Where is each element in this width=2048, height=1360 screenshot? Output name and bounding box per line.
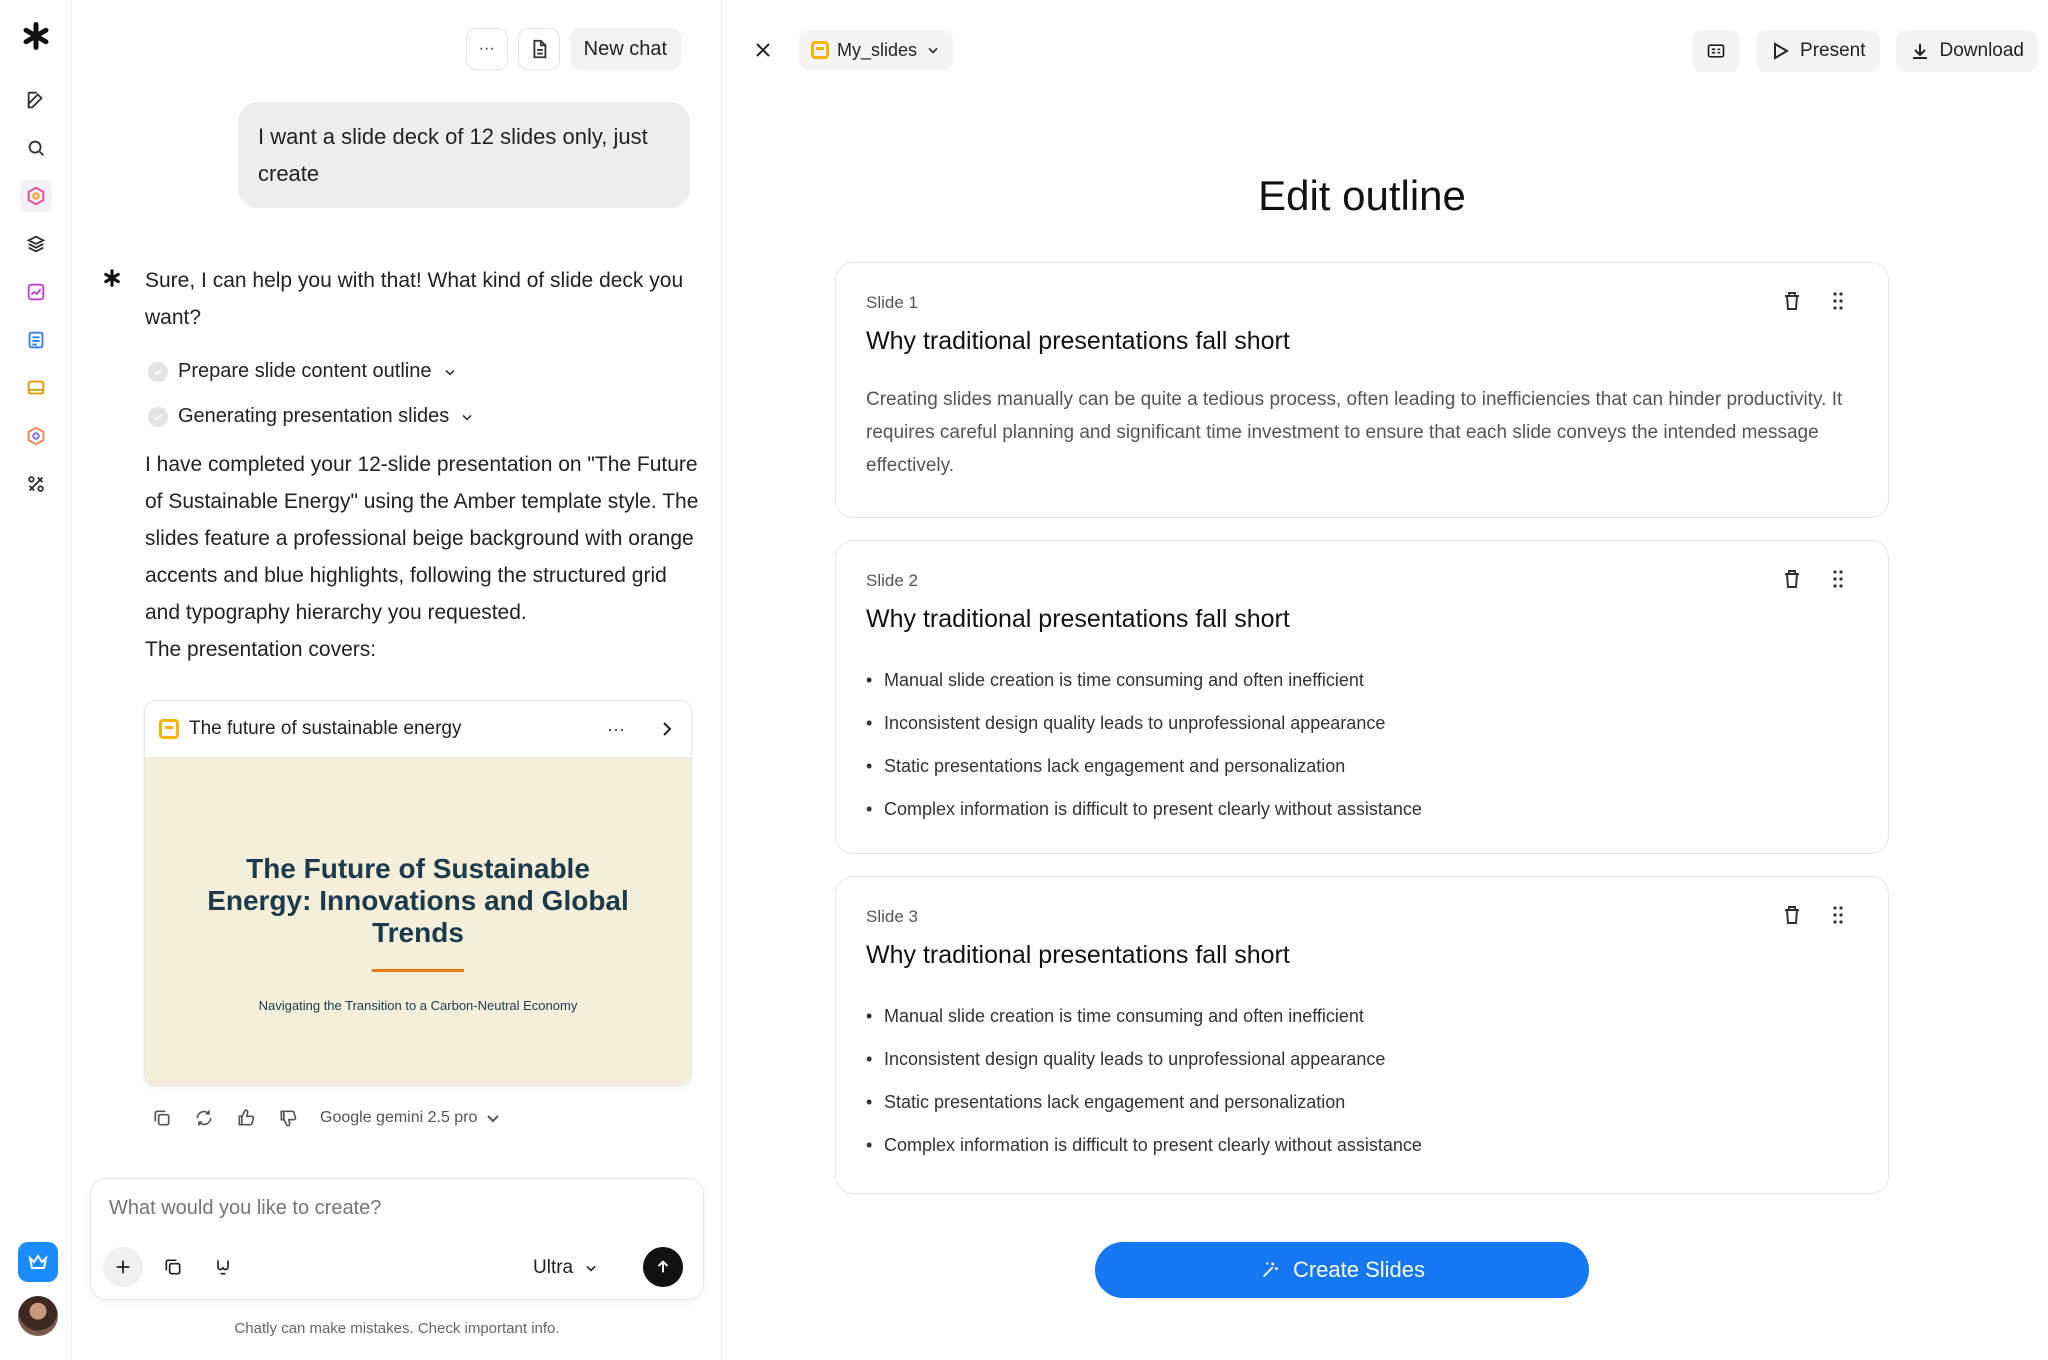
gallery-button[interactable] — [153, 1247, 193, 1287]
chevron-down-icon — [483, 1108, 503, 1128]
add-attachment-button[interactable] — [103, 1247, 143, 1287]
slide-number: Slide 1 — [866, 293, 918, 312]
slide-card[interactable] — [835, 876, 1889, 1194]
assistant-summary — [145, 446, 701, 668]
hexagon-icon[interactable] — [20, 180, 52, 212]
arrow-up-icon — [654, 1258, 672, 1276]
download-label: Download — [1939, 40, 2024, 61]
hexagon-alt-icon[interactable] — [20, 420, 52, 452]
mode-label: Ultra — [533, 1257, 574, 1278]
chevron-down-icon — [583, 1260, 599, 1276]
preview-header — [145, 701, 691, 757]
page-title: Edit outline — [1258, 172, 1466, 219]
chevron-right-icon[interactable] — [657, 719, 677, 739]
step-outline[interactable] — [148, 360, 458, 383]
copy-icon[interactable] — [152, 1108, 172, 1128]
tools-icon — [213, 1257, 233, 1277]
preview-more-button[interactable]: ··· — [607, 718, 625, 739]
play-icon — [1770, 41, 1790, 61]
plus-icon — [114, 1258, 132, 1276]
slide-bullets — [866, 995, 1422, 1167]
trash-icon[interactable] — [1780, 289, 1804, 313]
avatar[interactable] — [18, 1296, 58, 1336]
slides-icon[interactable] — [20, 372, 52, 404]
preview-slide-thumbnail — [145, 757, 691, 1085]
slide-title[interactable]: Why traditional presentations fall short — [866, 605, 1290, 633]
chat-toolbar — [466, 28, 681, 70]
chat-panel — [72, 0, 722, 1360]
layers-icon[interactable] — [20, 228, 52, 260]
assistant-intro: Sure, I can help you with that! What kind of slide deck you want? — [145, 269, 684, 329]
bullet-item[interactable]: • Complex information is difficult to present clearly without assistance — [866, 1124, 1422, 1167]
outline-editor — [723, 0, 2048, 1360]
bullet-item[interactable]: • Manual slide creation is time consuming and often inefficient — [866, 995, 1422, 1038]
drag-handle-icon[interactable] — [1826, 567, 1850, 591]
slide-card[interactable] — [835, 262, 1889, 518]
slide-number: Slide 3 — [866, 907, 918, 926]
layout-icon — [1706, 41, 1726, 61]
icon-rail — [0, 0, 72, 1360]
chevron-down-icon — [925, 42, 941, 58]
chevron-down-icon — [459, 409, 475, 425]
new-chat-icon[interactable] — [20, 84, 52, 116]
slide-title[interactable]: Why traditional presentations fall short — [866, 941, 1290, 969]
tools-icon[interactable] — [20, 468, 52, 500]
search-icon[interactable] — [20, 132, 52, 164]
trash-icon[interactable] — [1780, 903, 1804, 927]
summary-text: I have completed your 12-slide presentation on "The Future of Sustainable Energy" using the Amber template style. The slides feature a professional beige background with orange accents and blue highlights, following the structured grid and typography hierarchy you requested. — [145, 453, 699, 624]
present-label: Present — [1800, 40, 1866, 61]
disclaimer: Chatly can make mistakes. Check important info. — [234, 1320, 560, 1337]
drag-handle-icon[interactable] — [1826, 903, 1850, 927]
model-selector[interactable] — [320, 1108, 503, 1128]
bullet-item[interactable]: • Inconsistent design quality leads to unprofessional appearance — [866, 702, 1422, 745]
send-button[interactable] — [643, 1247, 683, 1287]
chevron-down-icon — [442, 364, 458, 380]
close-button[interactable] — [745, 32, 781, 68]
assistant-avatar-icon — [102, 268, 124, 290]
editor-toolbar-left — [745, 30, 953, 70]
preview-title: The future of sustainable energy — [189, 718, 462, 739]
more-options-button[interactable] — [466, 28, 508, 70]
crown-icon[interactable] — [18, 1242, 58, 1282]
document-button[interactable] — [518, 28, 560, 70]
message-actions — [152, 1108, 503, 1128]
close-icon — [753, 40, 773, 60]
model-label: Google gemini 2.5 pro — [320, 1109, 478, 1126]
preview-slide-heading: The Future of Sustainable Energy: Innovations and Global Trends — [207, 853, 629, 948]
step-label: Prepare slide content outline — [178, 360, 432, 382]
step-label: Generating presentation slides — [178, 405, 450, 427]
file-name-dropdown[interactable] — [799, 30, 953, 70]
prompt-input[interactable] — [109, 1197, 669, 1220]
logo-icon[interactable] — [20, 20, 52, 52]
download-button[interactable] — [1896, 30, 2039, 72]
slide-card[interactable] — [835, 540, 1889, 854]
drag-handle-icon[interactable] — [1826, 289, 1850, 313]
view-toggle-button[interactable] — [1692, 30, 1740, 72]
more-icon: ··· — [478, 40, 495, 57]
slide-bullets — [866, 659, 1422, 831]
create-slides-label: Create Slides — [1292, 1257, 1426, 1282]
file-name: My_slides — [837, 39, 918, 60]
slides-file-icon — [811, 41, 829, 59]
download-icon — [1910, 41, 1930, 61]
bullet-item[interactable]: • Static presentations lack engagement and personalization — [866, 1081, 1422, 1124]
trash-icon[interactable] — [1780, 567, 1804, 591]
bullet-item[interactable]: • Static presentations lack engagement and personalization — [866, 745, 1422, 788]
mode-selector[interactable] — [533, 1257, 599, 1279]
check-icon — [148, 407, 168, 427]
slides-file-icon — [159, 719, 179, 739]
preview-slide-subheading: Navigating the Transition to a Carbon-Neutral Economy — [258, 998, 578, 1013]
regenerate-icon[interactable] — [194, 1108, 214, 1128]
document-outline-icon — [528, 38, 550, 60]
presentation-preview-card[interactable] — [144, 700, 692, 1086]
slide-body[interactable]: Creating slides manually can be quite a tedious process, often leading to inefficiencies that can hinder productivity. It requires careful planning and significant time investment to ensure that each slide conveys the intended message effectively. — [866, 389, 1843, 476]
slide-title[interactable]: Why traditional presentations fall short — [866, 327, 1290, 355]
tools-button[interactable] — [203, 1247, 243, 1287]
preview-divider — [372, 969, 464, 972]
create-slides-button[interactable] — [1095, 1242, 1589, 1298]
bullet-item[interactable]: • Complex information is difficult to present clearly without assistance — [866, 788, 1422, 831]
editor-toolbar-right — [1692, 30, 2038, 72]
magic-wand-icon — [1259, 1259, 1281, 1281]
thumbs-down-icon[interactable] — [278, 1108, 298, 1128]
new-chat-button[interactable]: New chat — [570, 28, 681, 70]
present-button[interactable] — [1756, 30, 1879, 72]
images-icon — [163, 1257, 183, 1277]
step-generating[interactable] — [148, 405, 475, 428]
document-icon[interactable] — [20, 324, 52, 356]
chart-icon[interactable] — [20, 276, 52, 308]
user-message: I want a slide deck of 12 slides only, just create — [238, 102, 690, 208]
bullet-item[interactable]: • Manual slide creation is time consuming and often inefficient — [866, 659, 1422, 702]
check-icon — [148, 362, 168, 382]
summary-tail: The presentation covers: — [145, 638, 377, 661]
chat-composer — [90, 1178, 704, 1300]
thumbs-up-icon[interactable] — [236, 1108, 256, 1128]
slide-number: Slide 2 — [866, 571, 918, 590]
bullet-item[interactable]: • Inconsistent design quality leads to unprofessional appearance — [866, 1038, 1422, 1081]
